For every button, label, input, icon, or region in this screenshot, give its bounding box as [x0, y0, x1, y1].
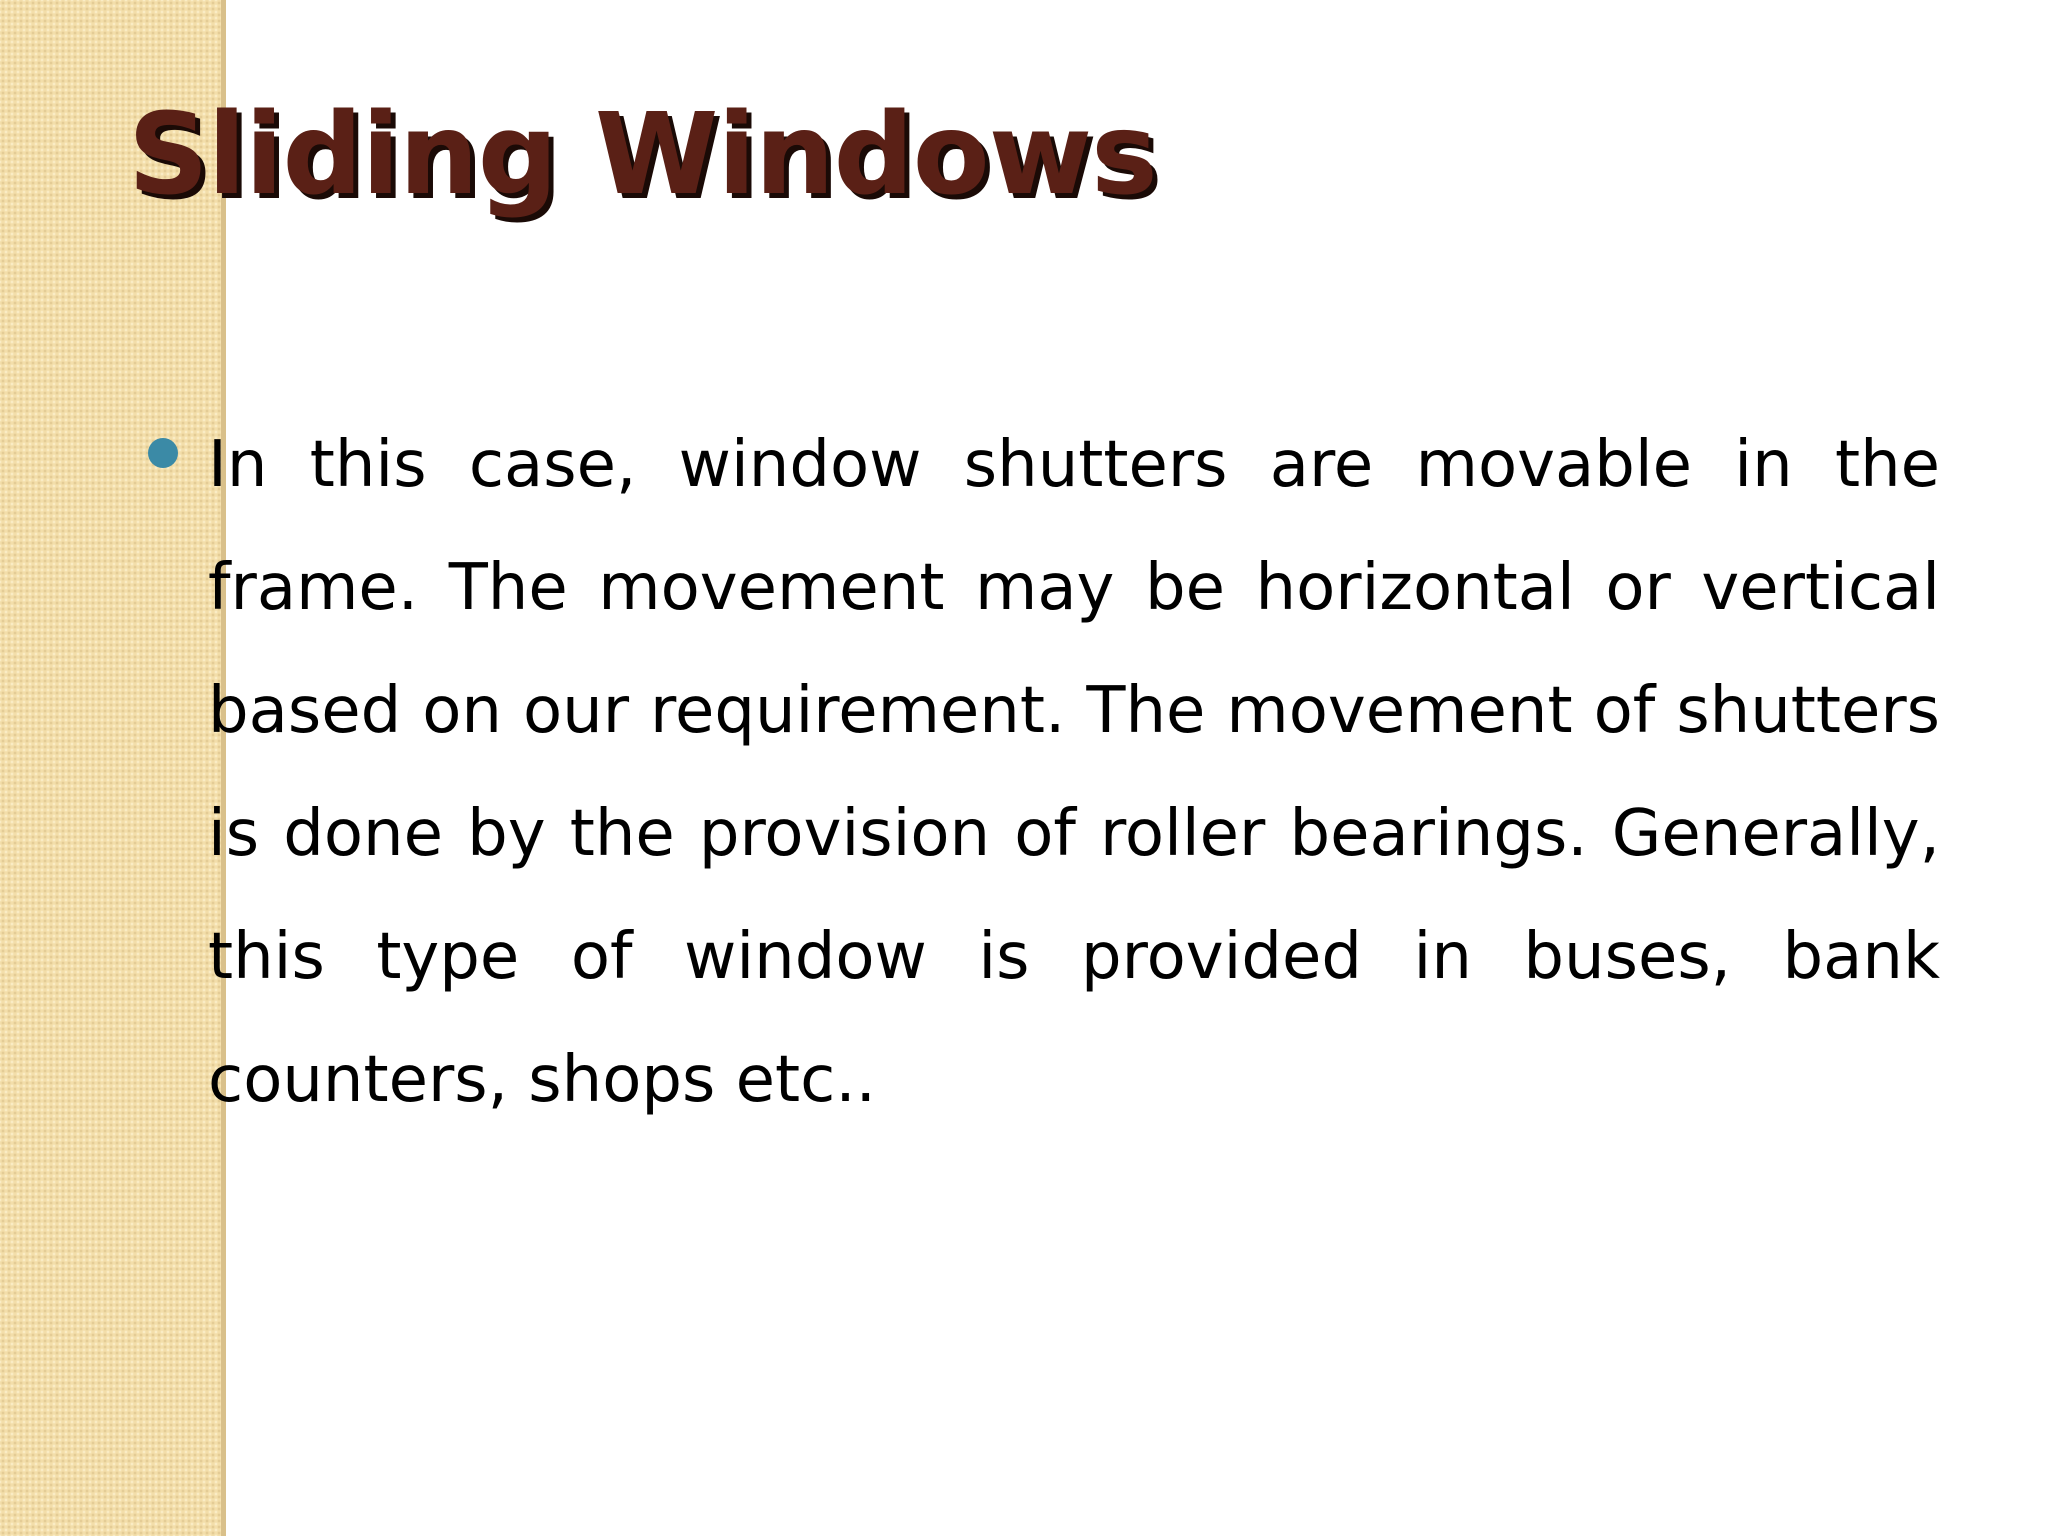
bullet-dot-icon: [148, 438, 178, 468]
bullet-text: In this case, window shutters are movable in the frame. The movement may be horizontal or vertical based on our requirement. The movement of shutters is done by the provision of roller bearings. Generally, this type of window is provided in buses, bank counters, shops etc..: [208, 428, 1940, 1117]
slide-title: Sliding Windows: [128, 90, 1157, 220]
decorative-side-band: [0, 0, 226, 1536]
